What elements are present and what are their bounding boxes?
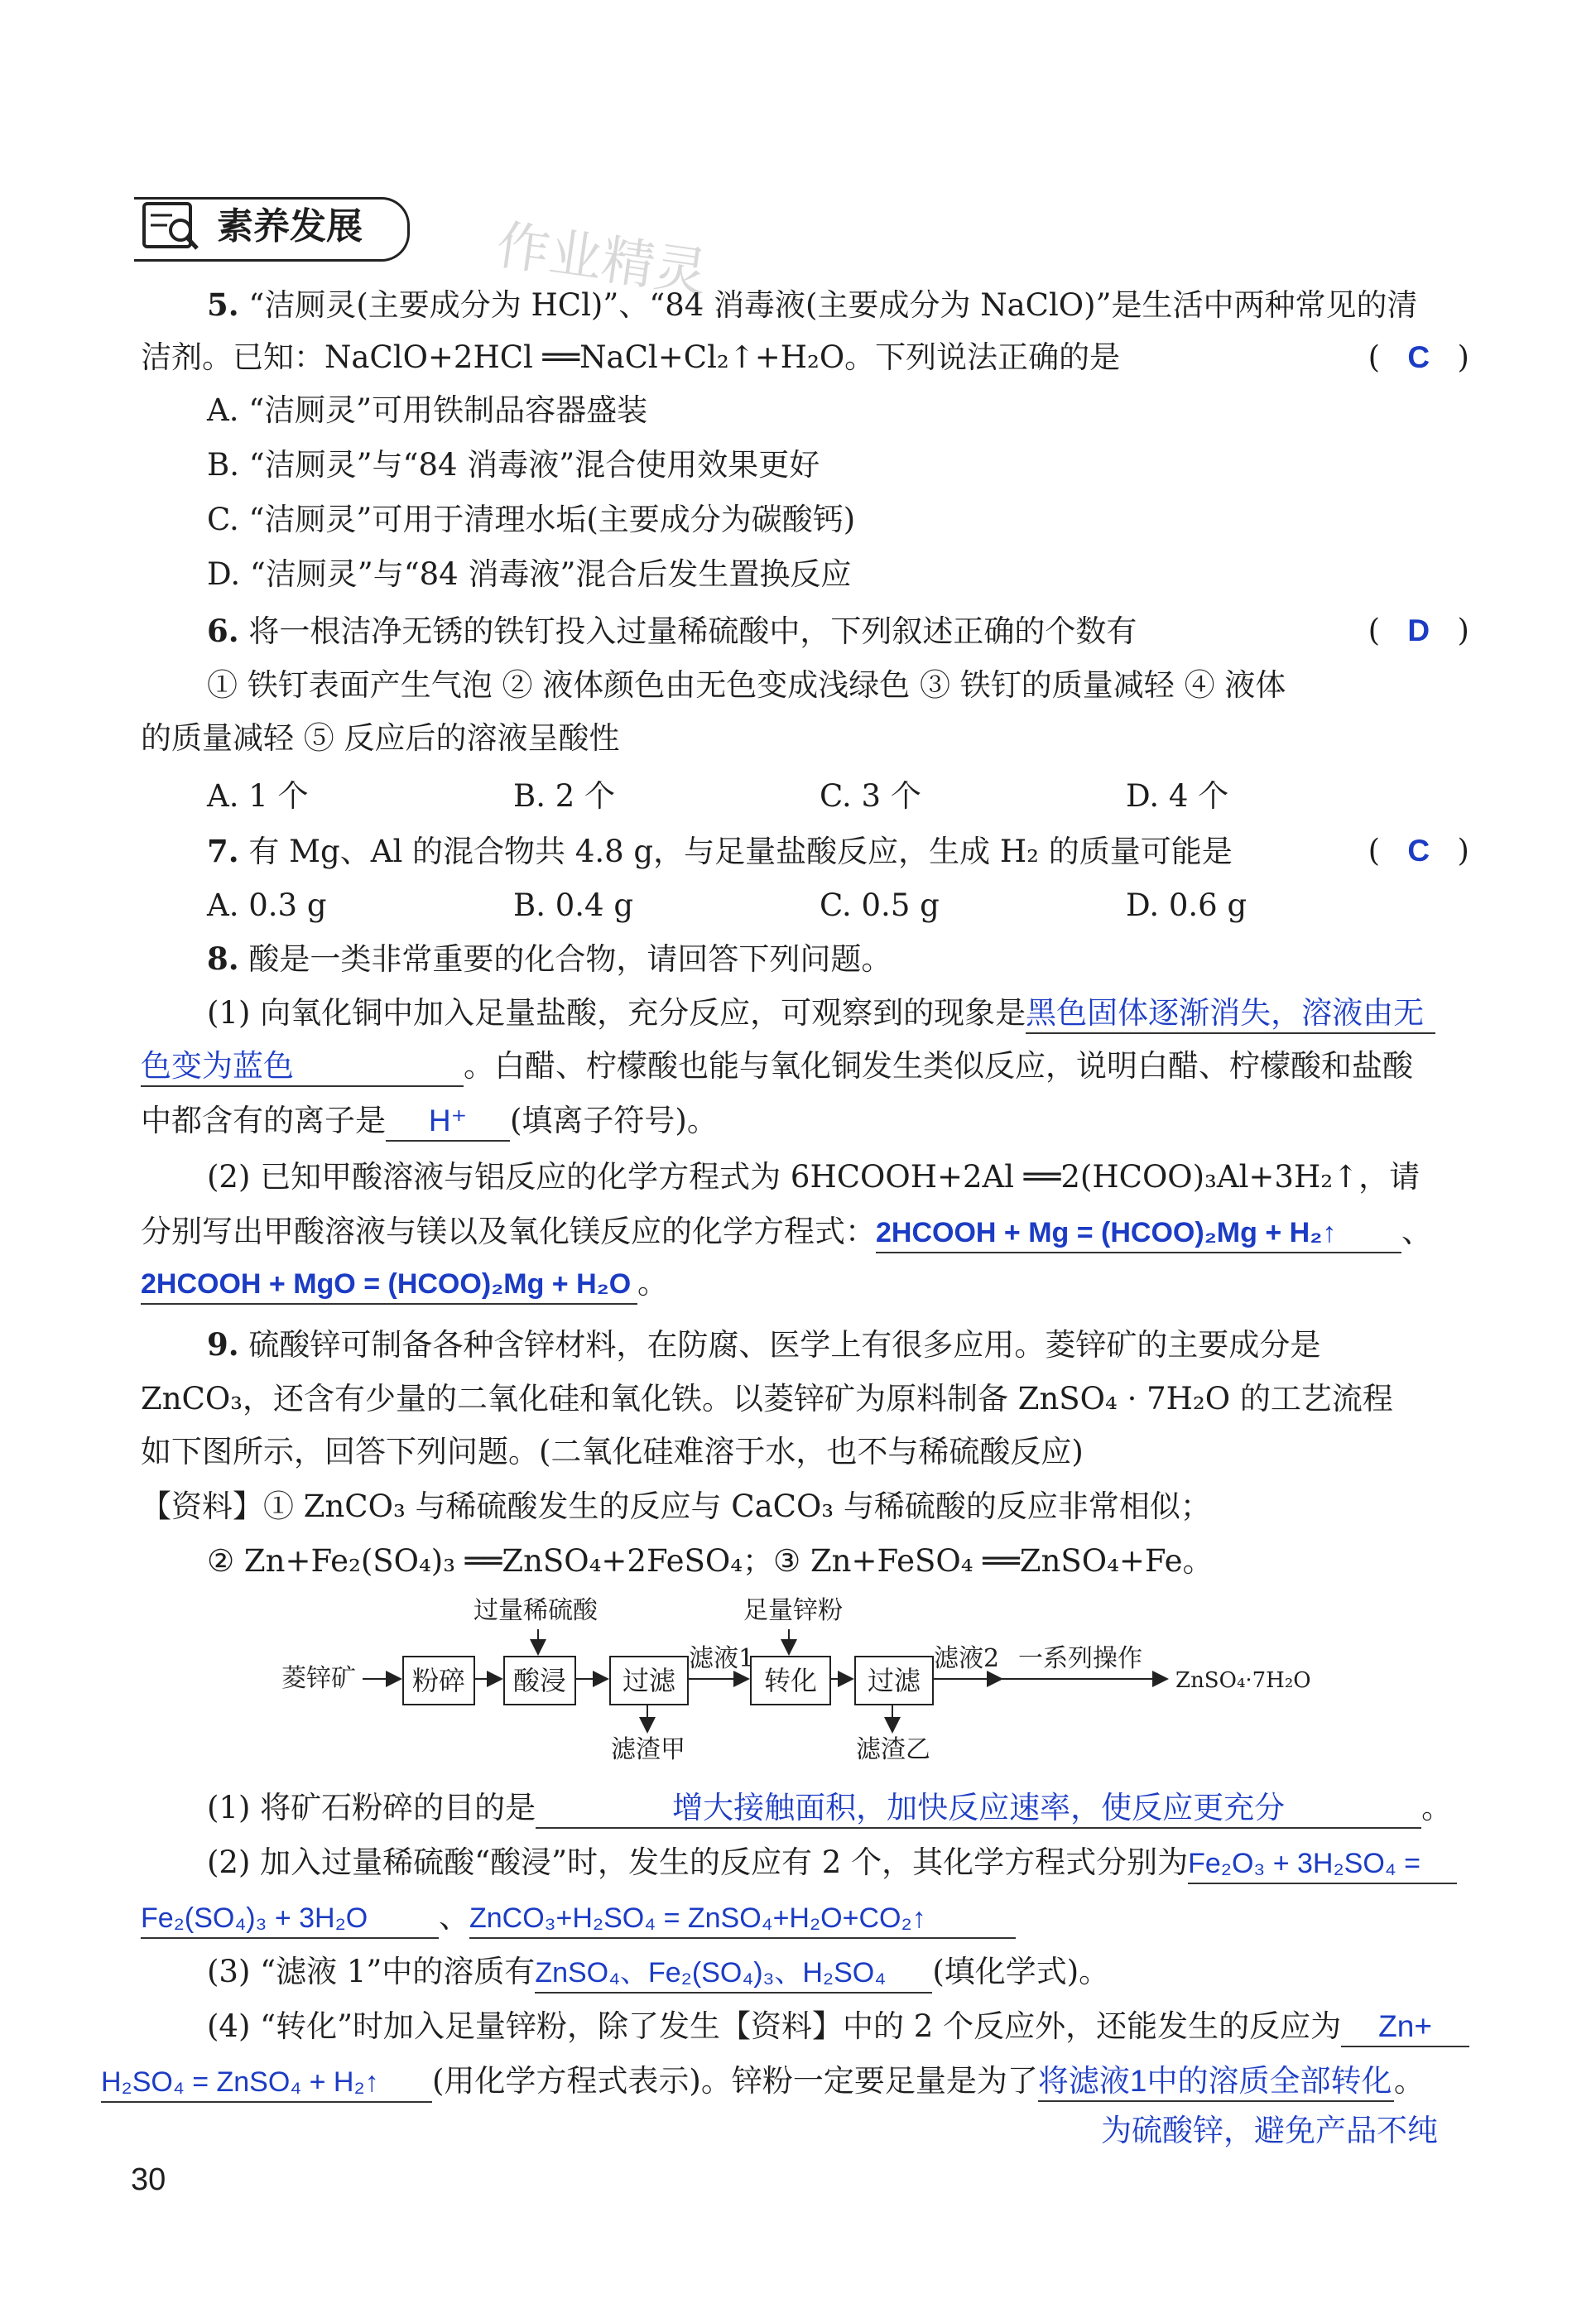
q6-items-line2: 的质量减轻 ⑤ 反应后的溶液呈酸性: [141, 720, 620, 756]
q8-ion-answer: H⁺: [386, 1102, 510, 1142]
q8-p2-answer-mg: 2HCOOH + Mg = (HCOO)₂Mg + H₂↑: [876, 1214, 1401, 1253]
q7-option-b: B. 0.4 g: [513, 887, 634, 923]
q5-option-c: C. “洁厕灵”可用于清理水垢(主要成分为碳酸钙): [207, 502, 856, 537]
q6-items-line1: ① 铁钉表面产生气泡 ② 液体颜色由无色变成浅绿色 ③ 铁钉的质量减轻 ④ 液体: [207, 667, 1286, 703]
q7-option-a: A. 0.3 g: [207, 887, 327, 923]
q8-part1-line2: 色变为蓝色 。白醋、柠檬酸也能与氧化铜发生类似反应，说明白醋、柠檬酸和盐酸: [141, 1046, 1413, 1087]
flow-box-filter-1: 过滤: [609, 1656, 689, 1705]
q7-stem: 7. 有 Mg、Al 的混合物共 4.8 g，与足量盐酸反应，生成 H₂ 的质量可能是 ( C ): [207, 833, 1469, 869]
q9-part2-line2: Fe₂(SO₄)₃ + 3H₂O 、ZnCO₃+H₂SO₄ = ZnSO₄+H₂O+CO₂↑: [141, 1897, 1016, 1939]
q9-p1-answer: 增大接触面积，加快反应速率，使反应更充分: [536, 1789, 1421, 1829]
q5-answer: C: [1407, 340, 1430, 374]
flow-operations: 一系列操作: [1018, 1644, 1142, 1673]
q9-info-line1: 【资料】① ZnCO₃ 与稀硫酸发生的反应与 CaCO₃ 与稀硫酸的反应非常相似；: [141, 1489, 1211, 1524]
q8-p1-answer-part2: 色变为蓝色: [141, 1047, 464, 1087]
flow-box-filter-2: 过滤: [854, 1656, 934, 1705]
q9-part3: (3) “滤液 1”中的溶质有ZnSO₄、Fe₂(SO₄)₃、H₂SO₄ (填化学式)。: [207, 1952, 1109, 1994]
q8-part2-line3: 2HCOOH + MgO = (HCOO)₂Mg + H₂O 。: [141, 1263, 668, 1305]
q6-option-c: C. 3 个: [820, 778, 921, 814]
q9-stem-line1: 9. 硫酸锌可制备各种含锌材料，在防腐、医学上有很多应用。菱锌矿的主要成分是: [207, 1326, 1321, 1363]
watermark: 作业精灵: [493, 214, 712, 305]
q7-option-d: D. 0.6 g: [1126, 887, 1247, 923]
q8-part1-line1: (1) 向氧化铜中加入足量盐酸，充分反应，可观察到的现象是黑色固体逐渐消失，溶液由无: [207, 993, 1435, 1034]
page-number: 30: [131, 2162, 166, 2197]
q7-answer: C: [1407, 834, 1430, 868]
q5-option-a: A. “洁厕灵”可用铁制品容器盛装: [207, 392, 648, 428]
flow-product: ZnSO₄·7H₂O: [1175, 1668, 1311, 1693]
q8-stem: 8. 酸是一类非常重要的化合物，请回答下列问题。: [207, 940, 892, 977]
q5-answer-paren: ( C ): [1368, 338, 1469, 378]
q9-part1: (1) 将矿石粉碎的目的是 增大接触面积，加快反应速率，使反应更充分 。: [207, 1788, 1452, 1829]
q8-part2-line1: (2) 已知甲酸溶液与铝反应的化学方程式为 6HCOOH+2Al ══2(HCOO)₃Al+3H₂↑，请: [207, 1159, 1421, 1195]
flow-residue-a: 滤渣甲: [611, 1735, 685, 1764]
q8-p1-answer-part1: 黑色固体逐渐消失，溶液由无: [1026, 994, 1435, 1034]
flow-residue-b: 滤渣乙: [856, 1735, 930, 1764]
q6-stem: 6. 将一根洁净无锈的铁钉投入过量稀硫酸中，下列叙述正确的个数有 ( D ): [207, 613, 1469, 649]
q8-part1-line3: 中都含有的离子是 H⁺ (填离子符号)。: [141, 1101, 718, 1142]
q9-part2-line1: (2) 加入过量稀硫酸“酸浸”时，发生的反应有 2 个，其化学方程式分别为Fe₂O₃ + 3H₂SO₄ =: [207, 1843, 1457, 1884]
q5-stem-line1: 5. “洁厕灵(主要成分为 HCl)”、“84 消毒液(主要成分为 NaClO)”是生活中两种常见的清: [207, 286, 1418, 323]
q9-part4-line2: H₂SO₄ = ZnSO₄ + H₂↑ (用化学方程式表示)。锌粉一定要足量是为了将滤液1中的溶质全部转化。: [101, 2061, 1425, 2103]
q7-answer-paren: ( C ): [1368, 831, 1469, 871]
flow-add-acid: 过量稀硫酸: [474, 1596, 598, 1625]
q8-p2-answer-mgo: 2HCOOH + MgO = (HCOO)₂Mg + H₂O: [141, 1265, 637, 1305]
flow-box-convert: 转化: [750, 1656, 831, 1705]
q9-info-line2: ② Zn+Fe₂(SO₄)₃ ══ZnSO₄+2FeSO₄；③ Zn+FeSO₄ ══ZnSO₄+Fe。: [207, 1543, 1214, 1579]
q9-stem-line3: 如下图所示，回答下列问题。(二氧化硅难溶于水，也不与稀硫酸反应): [141, 1434, 1084, 1469]
q6-option-b: B. 2 个: [513, 778, 616, 814]
q9-p4-answer-2b: 为硫酸锌，避免产品不纯: [1101, 2114, 1438, 2147]
q9-p3-answer: ZnSO₄、Fe₂(SO₄)₃、H₂SO₄: [535, 1954, 932, 1994]
q5-option-b: B. “洁厕灵”与“84 消毒液”混合使用效果更好: [207, 447, 820, 483]
flow-box-crush: 粉碎: [402, 1656, 475, 1705]
q5-stem-line2: 洁剂。已知：NaClO+2HCl ══NaCl+Cl₂↑+H₂O。下列说法正确的是 ( C ): [141, 338, 1469, 378]
q9-p4-answer-1a: Zn+: [1341, 2008, 1469, 2047]
q9-part4-line1: (4) “转化”时加入足量锌粉，除了发生【资料】中的 2 个反应外，还能发生的反应为 Zn+: [207, 2007, 1469, 2047]
q6-answer-paren: ( D ): [1368, 611, 1469, 651]
q9-p2-answer-2: ZnCO₃+H₂SO₄ = ZnSO₄+H₂O+CO₂↑: [469, 1899, 1016, 1939]
q9-p4-answer-2a: 将滤液1中的溶质全部转化: [1038, 2062, 1394, 2102]
section-title: 素养发展: [217, 205, 363, 248]
flow-filtrate-2: 滤液2: [934, 1644, 1000, 1673]
q5-option-d: D. “洁厕灵”与“84 消毒液”混合后发生置换反应: [207, 556, 852, 592]
q6-answer: D: [1407, 613, 1430, 647]
flow-box-acid-leach: 酸浸: [503, 1656, 576, 1705]
q9-stem-line2: ZnCO₃，还含有少量的二氧化硅和氧化铁。以菱锌矿为原料制备 ZnSO₄ · 7H₂O 的工艺流程: [141, 1381, 1393, 1416]
q9-p2-answer-1a: Fe₂O₃ + 3H₂SO₄ =: [1188, 1844, 1457, 1884]
q6-option-a: A. 1 个: [207, 778, 309, 814]
flow-filtrate-1: 滤液1: [689, 1644, 755, 1673]
flow-add-zinc: 足量锌粉: [743, 1596, 843, 1625]
q6-option-d: D. 4 个: [1126, 778, 1229, 814]
q7-option-c: C. 0.5 g: [820, 887, 940, 923]
q9-p2-answer-1b: Fe₂(SO₄)₃ + 3H₂O: [141, 1899, 439, 1939]
q9-p4-answer-1b: H₂SO₄ = ZnSO₄ + H₂↑: [101, 2063, 432, 2103]
q8-part2-line2: 分别写出甲酸溶液与镁以及氧化镁反应的化学方程式：2HCOOH + Mg = (HCOO)₂Mg + H₂↑ 、: [141, 1212, 1432, 1253]
flow-input: 菱锌矿: [281, 1664, 356, 1693]
